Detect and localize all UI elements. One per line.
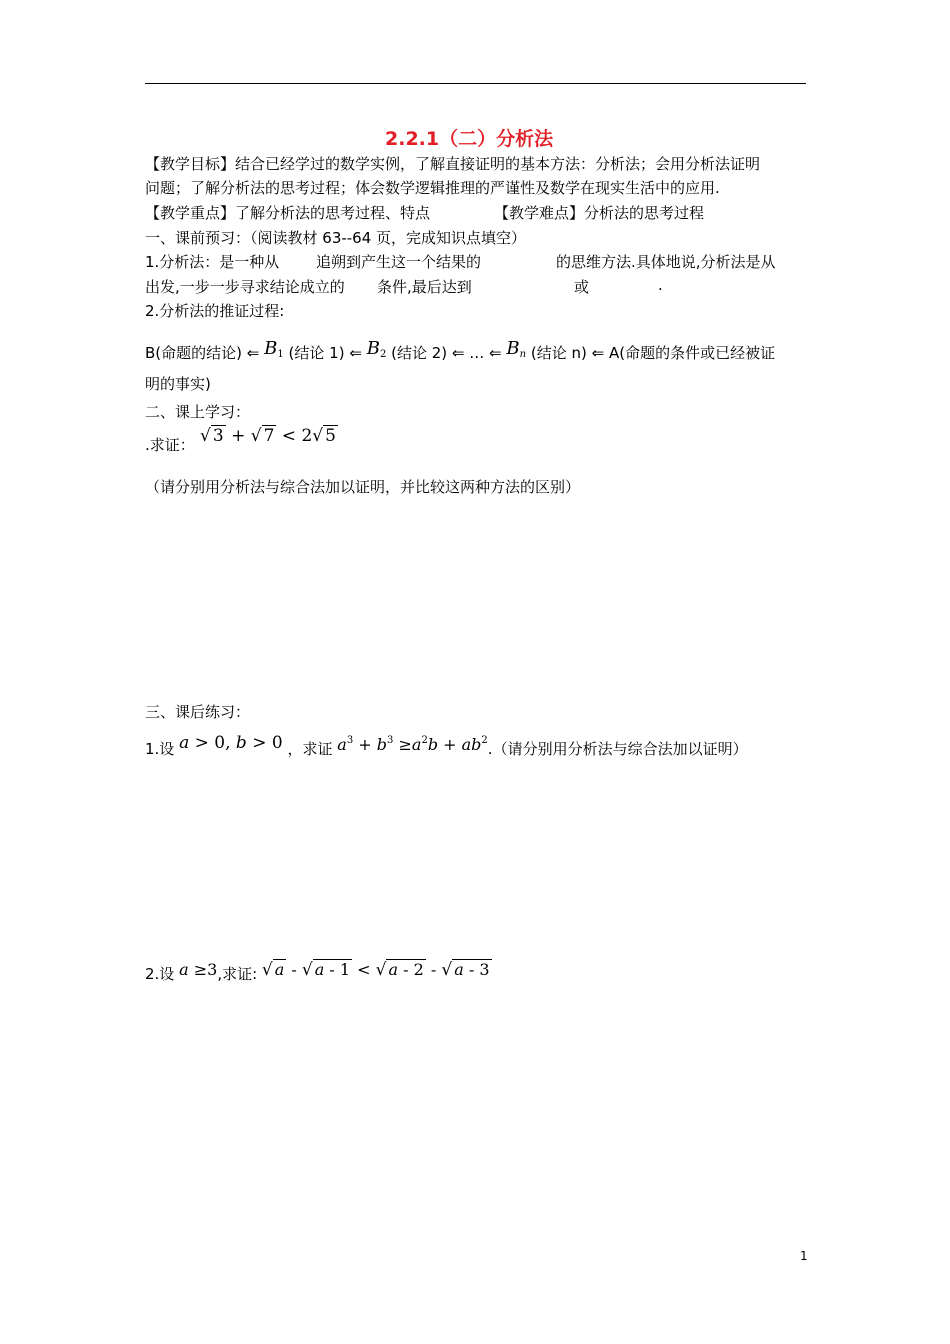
ex2-condition: a ≥3 (179, 960, 218, 979)
chain-ellipsis: … (469, 344, 485, 362)
chain-bn: $B_n$ (506, 338, 527, 360)
prove-label: .求证： (145, 436, 195, 454)
ex1-inequality: $a^3 + b^3 \ge a^2b + ab^2$ (337, 735, 488, 754)
implied-by-arrow: ⇐ (349, 344, 362, 362)
ex1-mid: ，求证 (287, 740, 333, 758)
item1-part-c: 的思维方法.具体地说,分析法是从 (556, 253, 776, 271)
chain-conclusion-2: (结论 2) (391, 344, 448, 362)
item1-part-a: 1.分析法：是一种从 (145, 253, 280, 271)
implied-by-arrow: ⇐ (246, 344, 260, 362)
chain-conclusion-1: (结论 1) (288, 344, 345, 362)
page-number: 1 (800, 1249, 808, 1263)
ex2-prefix: 2.设 (145, 965, 175, 983)
item1-part-e: 条件,最后达到 (377, 278, 472, 296)
chain-b1: $B_1$ (264, 338, 284, 360)
chain-conclusion-n: (结论 n) (530, 344, 587, 362)
page-title: 2.2.1（二）分析法 (385, 128, 554, 150)
ex2-mid: ,求证: (217, 965, 258, 983)
ex1-prefix: 1.设 (145, 740, 175, 758)
chain-end-continued: 明的事实) (145, 375, 211, 393)
section-2-heading: 二、课上学习： (145, 403, 251, 421)
section-3-heading: 三、课后练习： (145, 703, 251, 721)
exercise-2 (145, 960, 492, 984)
chain-end: A(命题的条件或已经被证 (609, 344, 776, 362)
key-point: 【教学重点】了解分析法的思考过程、特点 (145, 204, 431, 222)
implied-by-arrow: ⇐ (489, 344, 502, 362)
header-rule (145, 83, 806, 84)
ex2-inequality: √ a - √ a - 1 < √ a - 2 - √ a - 3 (261, 960, 490, 980)
ex1-condition: a > 0, b > 0 (179, 733, 283, 753)
objective-line-1: 【教学目标】结合已经学过的数学实例，了解直接证明的基本方法：分析法；会用分析法证明 (145, 155, 761, 173)
chain-b2: $B_2$ (366, 338, 387, 360)
item1-part-b: 追朔到产生这一个结果的 (316, 253, 482, 271)
section-2-note: （请分别用分析法与综合法加以证明，并比较这两种方法的区别） (145, 478, 581, 496)
exercise-1 (145, 733, 748, 759)
implied-by-arrow: ⇐ (591, 344, 605, 362)
chain-start: B(命题的结论) (145, 344, 242, 362)
ex1-suffix: .（请分别用分析法与综合法加以证明） (487, 740, 748, 758)
item1-part-f: 或 (574, 278, 590, 296)
section-1-heading: 一、课前预习：（阅读教材 63--64 页，完成知识点填空） (145, 229, 527, 247)
implied-by-arrow: ⇐ (451, 344, 465, 362)
item1-part-d: 出发,一步一步寻求结论成立的 (145, 278, 345, 296)
objective-line-2: 问题；了解分析法的思考过程；体会数学逻辑推理的严谨性及数学在现实生活中的应用. (145, 179, 720, 197)
derivation-chain (145, 338, 775, 363)
difficult-point: 【教学难点】分析法的思考过程 (494, 204, 705, 222)
item1-part-g: . (658, 276, 663, 294)
item2-label: 2.分析法的推证过程: (145, 302, 285, 320)
inequality-1: √ 3 + √ 7 < 2√ 5 (200, 426, 336, 446)
